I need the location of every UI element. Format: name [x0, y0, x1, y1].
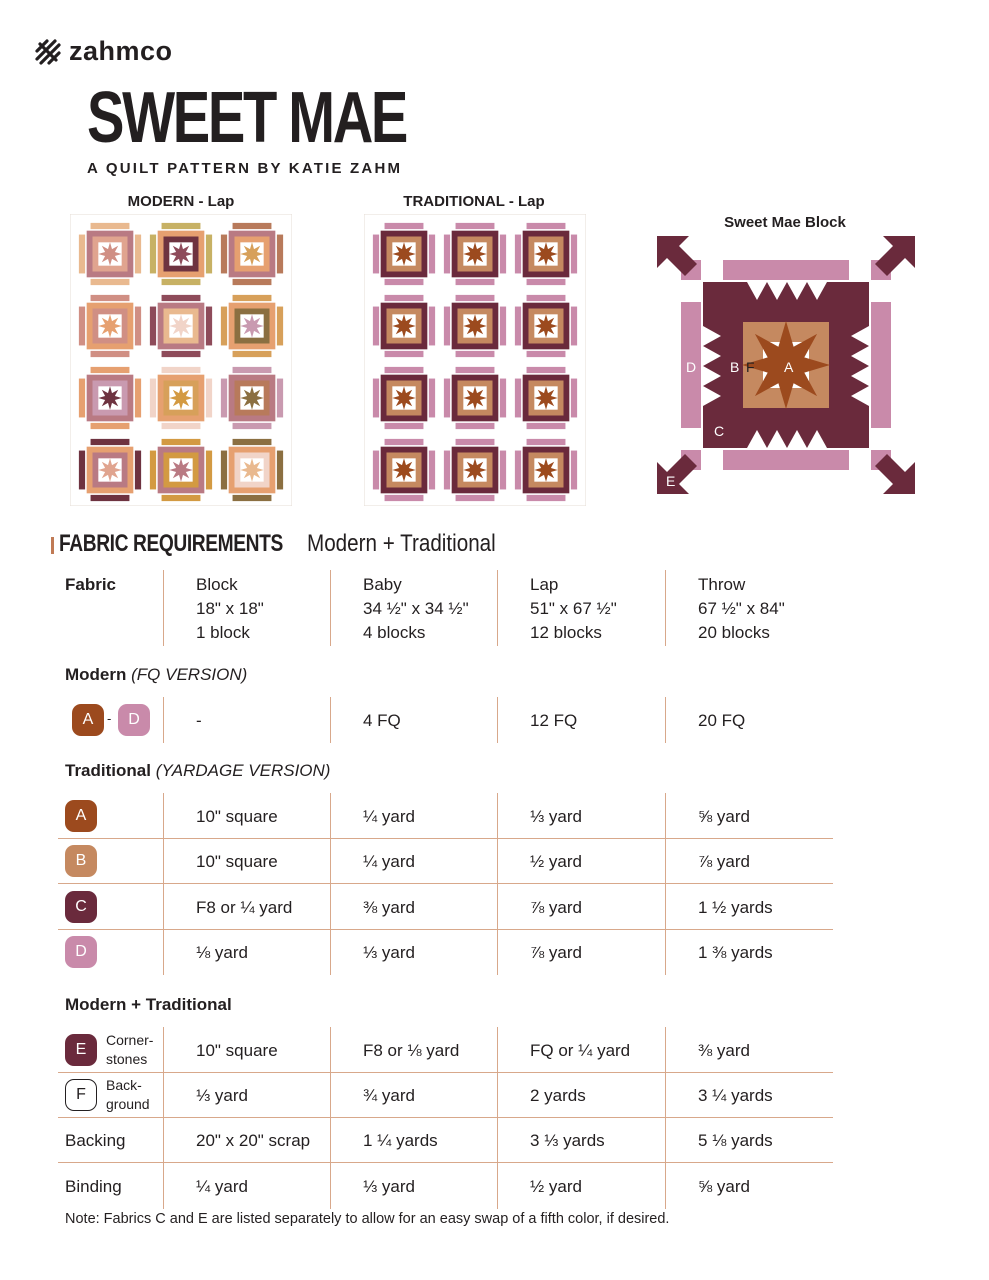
- row-divider: [58, 1117, 833, 1118]
- block-strip: [221, 307, 227, 346]
- block-strip: [571, 235, 577, 274]
- lap-size-dimensions: 51" x 67 ½": [530, 599, 617, 618]
- block-strip: [233, 351, 272, 357]
- block-strip: [221, 235, 227, 274]
- fabric-d-throw: 1 ⅜ yards: [698, 943, 773, 962]
- block-strip: [206, 451, 212, 490]
- quilt-star: [240, 458, 263, 481]
- block-strip: [373, 451, 379, 490]
- block-size-dimensions: 18" x 18": [196, 599, 264, 618]
- block-strip: [385, 367, 424, 373]
- block-strip: [233, 223, 272, 229]
- fabric-a-baby: ¼ yard: [363, 807, 415, 826]
- block-strip: [429, 379, 435, 418]
- quilt-star: [534, 458, 557, 481]
- modern-quilt-image: [70, 214, 292, 506]
- block-strip: [515, 235, 521, 274]
- quilt-star: [98, 458, 121, 481]
- quilt-star: [240, 314, 263, 337]
- block-size-name: Block: [196, 575, 238, 594]
- block-strip: [206, 379, 212, 418]
- quilt-star: [98, 242, 121, 265]
- quilt-star: [169, 458, 192, 481]
- block-strip: [206, 235, 212, 274]
- block-strip: [233, 279, 272, 285]
- block-strip: [162, 279, 201, 285]
- fabric-d-baby: ⅓ yard: [363, 943, 415, 962]
- fabric-d-lap: ⅞ yard: [530, 943, 582, 962]
- block-strip: [79, 451, 85, 490]
- block-strip: [221, 379, 227, 418]
- row-divider: [58, 1162, 833, 1163]
- fabric-b-baby: ¼ yard: [363, 852, 415, 871]
- traditional-group-heading: [65, 761, 330, 781]
- block-strip: [91, 439, 130, 445]
- quilt-star: [534, 242, 557, 265]
- block-strip: [385, 423, 424, 429]
- block-strip: [500, 379, 506, 418]
- fabric-a-lap: ⅓ yard: [530, 807, 582, 826]
- block-strip: [91, 279, 130, 285]
- block-strip: [385, 295, 424, 301]
- column-divider: [163, 570, 164, 646]
- fabric-e-cornerstone: [657, 236, 697, 276]
- block-strip: [162, 367, 201, 373]
- modern-baby-value: 4 FQ: [363, 711, 401, 730]
- block-strip: [527, 295, 566, 301]
- fabric-badge-b: B: [65, 845, 97, 877]
- block-strip: [515, 451, 521, 490]
- block-strip: [233, 295, 272, 301]
- block-strip: [527, 351, 566, 357]
- block-strip: [91, 223, 130, 229]
- block-strip: [444, 235, 450, 274]
- fabric-f-baby: ¾ yard: [363, 1086, 415, 1105]
- cornerstones-label-line1: Corner-: [106, 1032, 154, 1048]
- fabric-e-cornerstone: [875, 236, 915, 276]
- block-strip: [571, 307, 577, 346]
- block-strip: [162, 439, 201, 445]
- quilt-star: [98, 386, 121, 409]
- brand-name: zahmco: [69, 36, 173, 66]
- block-strip: [385, 351, 424, 357]
- block-strip: [515, 307, 521, 346]
- block-strip: [456, 279, 495, 285]
- block-strip: [456, 423, 495, 429]
- column-divider: [163, 1027, 164, 1209]
- binding-lap: ½ yard: [530, 1177, 582, 1196]
- block-strip: [206, 307, 212, 346]
- row-divider: [58, 1072, 833, 1073]
- fabric-b-lap: ½ yard: [530, 852, 582, 871]
- fabric-f-throw: 3 ¼ yards: [698, 1086, 773, 1105]
- column-divider: [665, 1027, 666, 1209]
- yarn-ball-icon: [33, 37, 63, 67]
- quilt-star: [392, 458, 415, 481]
- block-strip: [79, 379, 85, 418]
- column-divider: [330, 697, 331, 743]
- modern-group-note: (FQ VERSION): [131, 665, 248, 684]
- block-label-f: F: [746, 359, 755, 375]
- backing-lap: 3 ⅓ yards: [530, 1131, 605, 1150]
- traditional-quilt-caption: TRADITIONAL - Lap: [403, 193, 545, 210]
- block-strip: [429, 307, 435, 346]
- throw-size-dimensions: 67 ½" x 84": [698, 599, 785, 618]
- column-divider: [665, 793, 666, 975]
- traditional-group-note: (YARDAGE VERSION): [155, 761, 331, 780]
- baby-size-name: Baby: [363, 575, 402, 594]
- block-strip: [527, 495, 566, 501]
- throw-size-count: 20 blocks: [698, 623, 770, 642]
- fabric-badge-a: A: [65, 800, 97, 832]
- row-divider: [58, 883, 833, 884]
- block-strip: [456, 367, 495, 373]
- block-strip: [373, 379, 379, 418]
- backing-label: Backing: [65, 1131, 126, 1150]
- block-strip: [515, 379, 521, 418]
- baby-size-count: 4 blocks: [363, 623, 426, 642]
- quilt-star: [240, 386, 263, 409]
- block-strip: [135, 307, 141, 346]
- block-strip: [162, 495, 201, 501]
- block-strip: [571, 379, 577, 418]
- modern-lap-value: 12 FQ: [530, 711, 578, 730]
- fabric-a-block: 10" square: [196, 807, 278, 826]
- column-divider: [163, 793, 164, 975]
- block-strip: [385, 495, 424, 501]
- modern-group-label: Modern: [65, 665, 127, 684]
- fabric-d-block: ⅛ yard: [196, 943, 248, 962]
- row-divider: [58, 838, 833, 839]
- block-strip: [277, 235, 283, 274]
- block-strip: [91, 367, 130, 373]
- modern-group-heading: [65, 665, 247, 685]
- column-divider: [665, 570, 666, 646]
- block-strip: [527, 439, 566, 445]
- section-title: FABRIC REQUIREMENTS: [59, 530, 283, 557]
- block-strip: [500, 451, 506, 490]
- column-divider: [665, 697, 666, 743]
- block-strip: [162, 223, 201, 229]
- block-strip: [527, 367, 566, 373]
- page-title: SWEET MAE: [87, 78, 407, 158]
- block-strip: [162, 295, 201, 301]
- modern-quilt-caption: MODERN - Lap: [127, 193, 235, 210]
- fabric-e-baby: F8 or ⅛ yard: [363, 1041, 460, 1060]
- block-size-count: 1 block: [196, 623, 250, 642]
- binding-label: Binding: [65, 1177, 122, 1196]
- block-strip: [233, 495, 272, 501]
- block-strip: [233, 423, 272, 429]
- block-strip: [150, 307, 156, 346]
- fabric-e-block: 10" square: [196, 1041, 278, 1060]
- traditional-group-label: Traditional: [65, 761, 151, 780]
- column-divider: [497, 697, 498, 743]
- block-strip: [385, 223, 424, 229]
- quilt-star: [392, 386, 415, 409]
- block-strip: [150, 451, 156, 490]
- fabric-a-throw: ⅝ yard: [698, 807, 750, 826]
- block-label-d: D: [686, 359, 697, 375]
- block-strip: [429, 235, 435, 274]
- block-label-a: A: [784, 359, 794, 375]
- block-strip: [162, 351, 201, 357]
- row-divider: [58, 929, 833, 930]
- footnote: Note: Fabrics C and E are listed separately to allow for an easy swap of a fifth color, if desired.: [65, 1211, 670, 1227]
- block-label-c: C: [714, 423, 725, 439]
- block-strip: [135, 379, 141, 418]
- background-label-line2: ground: [106, 1096, 150, 1112]
- quilt-star: [534, 314, 557, 337]
- quilt-star: [240, 242, 263, 265]
- baby-size-dimensions: 34 ½" x 34 ½": [363, 599, 469, 618]
- fabric-column-label: Fabric: [65, 575, 117, 594]
- block-strip: [233, 439, 272, 445]
- fabric-b-block: 10" square: [196, 852, 278, 871]
- block-strip: [444, 307, 450, 346]
- block-strip: [500, 235, 506, 274]
- fabric-c-block: F8 or ¼ yard: [196, 898, 293, 917]
- quilt-star: [98, 314, 121, 337]
- fabric-badge-d: D: [118, 704, 150, 736]
- cornerstones-label-line2: stones: [106, 1051, 148, 1067]
- both-group-heading: Modern + Traditional: [65, 995, 232, 1014]
- fabric-c-baby: ⅜ yard: [363, 898, 415, 917]
- fabric-d-strip: [723, 450, 849, 470]
- fabric-b-throw: ⅞ yard: [698, 852, 750, 871]
- section-accent-bar: [51, 537, 54, 554]
- block-strip: [456, 495, 495, 501]
- quilt-star: [463, 458, 486, 481]
- block-strip: [527, 279, 566, 285]
- fabric-e-throw: ⅜ yard: [698, 1041, 750, 1060]
- background-label-line1: Back-: [106, 1077, 142, 1093]
- modern-throw-value: 20 FQ: [698, 711, 746, 730]
- fabric-badge-c: C: [65, 891, 97, 923]
- block-strip: [456, 295, 495, 301]
- column-divider: [330, 570, 331, 646]
- block-strip: [277, 451, 283, 490]
- fabric-d-strip: [871, 302, 891, 428]
- block-strip: [79, 235, 85, 274]
- column-divider: [330, 1027, 331, 1209]
- badge-range-separator: -: [107, 711, 112, 726]
- column-divider: [163, 697, 164, 743]
- fabric-c-throw: 1 ½ yards: [698, 898, 773, 917]
- block-strip: [91, 423, 130, 429]
- fabric-badge-e: E: [65, 1034, 97, 1066]
- fabric-e-lap: FQ or ¼ yard: [530, 1041, 631, 1060]
- block-label-b: B: [730, 359, 740, 375]
- block-strip: [444, 379, 450, 418]
- block-strip: [135, 235, 141, 274]
- fabric-e-cornerstone: [657, 454, 697, 494]
- column-divider: [497, 793, 498, 975]
- traditional-quilt-image: [364, 214, 586, 506]
- quilt-star: [169, 242, 192, 265]
- column-divider: [497, 570, 498, 646]
- block-strip: [150, 235, 156, 274]
- block-strip: [385, 439, 424, 445]
- binding-block: ¼ yard: [196, 1177, 248, 1196]
- block-strip: [135, 451, 141, 490]
- block-strip: [527, 423, 566, 429]
- backing-throw: 5 ⅛ yards: [698, 1131, 773, 1150]
- block-strip: [500, 307, 506, 346]
- quilt-star: [463, 242, 486, 265]
- block-strip: [373, 307, 379, 346]
- throw-size-name: Throw: [698, 575, 746, 594]
- block-strip: [385, 279, 424, 285]
- block-strip: [91, 295, 130, 301]
- fabric-c-lap: ⅞ yard: [530, 898, 582, 917]
- brand-logo: [33, 36, 173, 67]
- block-strip: [456, 351, 495, 357]
- backing-block: 20" x 20" scrap: [196, 1131, 311, 1150]
- binding-throw: ⅝ yard: [698, 1177, 750, 1196]
- backing-baby: 1 ¼ yards: [363, 1131, 438, 1150]
- lap-size-name: Lap: [530, 575, 559, 594]
- page-subtitle: A QUILT PATTERN BY KATIE ZAHM: [87, 160, 403, 177]
- block-strip: [571, 451, 577, 490]
- block-strip: [150, 379, 156, 418]
- fabric-e-cornerstone: [875, 454, 915, 494]
- fabric-d-strip: [723, 260, 849, 280]
- block-strip: [456, 223, 495, 229]
- binding-baby: ⅓ yard: [363, 1177, 415, 1196]
- fabric-badge-a: A: [72, 704, 104, 736]
- column-divider: [330, 793, 331, 975]
- block-strip: [162, 423, 201, 429]
- block-strip: [444, 451, 450, 490]
- block-label-e: E: [666, 473, 676, 489]
- quilt-star: [463, 314, 486, 337]
- quilt-star: [392, 242, 415, 265]
- fabric-badge-f: F: [65, 1079, 97, 1111]
- block-strip: [233, 367, 272, 373]
- section-heading: [59, 530, 496, 558]
- block-strip: [373, 235, 379, 274]
- block-strip: [221, 451, 227, 490]
- fabric-f-block: ⅓ yard: [196, 1086, 248, 1105]
- quilt-star: [463, 386, 486, 409]
- quilt-star: [169, 386, 192, 409]
- block-strip: [429, 451, 435, 490]
- block-diagram-caption: Sweet Mae Block: [724, 214, 846, 231]
- sweet-mae-block-diagram: [657, 236, 915, 494]
- column-divider: [497, 1027, 498, 1209]
- fabric-badge-d: D: [65, 936, 97, 968]
- quilt-star: [169, 314, 192, 337]
- quilt-star: [392, 314, 415, 337]
- block-strip: [91, 495, 130, 501]
- modern-block-value: -: [196, 711, 202, 730]
- block-strip: [456, 439, 495, 445]
- block-strip: [527, 223, 566, 229]
- block-strip: [277, 307, 283, 346]
- lap-size-count: 12 blocks: [530, 623, 602, 642]
- fabric-f-lap: 2 yards: [530, 1086, 586, 1105]
- block-strip: [277, 379, 283, 418]
- quilt-star: [534, 386, 557, 409]
- block-strip: [91, 351, 130, 357]
- block-strip: [79, 307, 85, 346]
- section-subtitle: Modern + Traditional: [307, 530, 496, 557]
